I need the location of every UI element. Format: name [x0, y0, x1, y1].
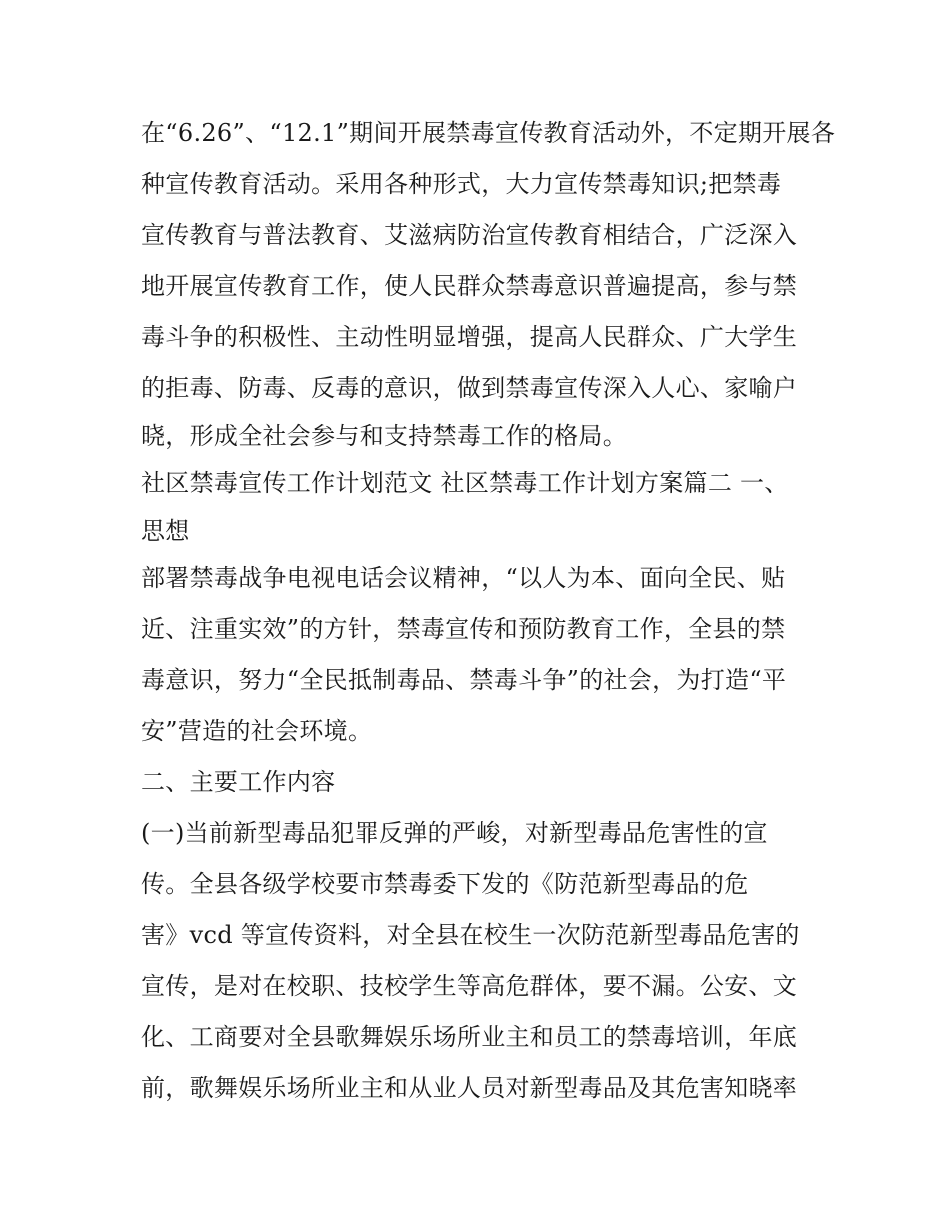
text-line-16: 化、工商要对全县歌舞娱乐场所业主和员工的禁毒培训，年底	[141, 1023, 798, 1051]
text-line-4: 地开展宣传教育工作，使人民群众禁毒意识普遍提高，参与禁	[141, 272, 798, 300]
text-line-2: 种宣传教育活动。采用各种形式，大力宣传禁毒知识;把禁毒	[141, 170, 782, 198]
document-page	[141, 108, 836, 1114]
text-line-12: (一)当前新型毒品犯罪反弹的严峻，对新型毒品危害性的宣	[141, 819, 768, 847]
text-line-9: 近、注重实效”的方针，禁毒宣传和预防教育工作，全县的禁	[141, 615, 786, 643]
text-line-3: 宣传教育与普法教育、艾滋病防治宣传教育相结合，广泛深入	[141, 221, 798, 249]
text-line-5: 毒斗争的积极性、主动性明显增强，提高人民群众、广大学生	[141, 323, 798, 351]
text-line-13: 传。全县各级学校要市禁毒委下发的《防范新型毒品的危	[141, 870, 749, 898]
text-line-8: 部署禁毒战争电视电话会议精神，“以人为本、面向全民、贴	[141, 564, 786, 592]
text-line-11: 安”营造的社会环境。	[141, 717, 373, 745]
text-line-17: 前，歌舞娱乐场所业主和从业人员对新型毒品及其危害知晓率	[141, 1074, 798, 1102]
text-line-1: 在“6.26”、“12.1”期间开展禁毒宣传教育活动外，不定期开展各	[141, 119, 836, 147]
section-heading-line-1: 社区禁毒宣传工作计划范文 社区禁毒工作计划方案篇二 一、	[141, 469, 789, 497]
text-line-15: 宣传，是对在校职、技校学生等高危群体，要不漏。公安、文	[141, 972, 798, 1000]
text-line-7: 晓，形成全社会参与和支持禁毒工作的格局。	[141, 422, 627, 450]
section-heading-main-content: 二、主要工作内容	[141, 768, 336, 796]
text-line-14: 害》vcd 等宣传资料，对全县在校生一次防范新型毒品危害的	[141, 921, 800, 949]
text-line-10: 毒意识，努力“全民抵制毒品、禁毒斗争”的社会，为打造“平	[141, 666, 787, 694]
section-heading-line-2: 思想	[141, 517, 190, 545]
text-line-6: 的拒毒、防毒、反毒的意识，做到禁毒宣传深入人心、家喻户	[141, 374, 798, 402]
